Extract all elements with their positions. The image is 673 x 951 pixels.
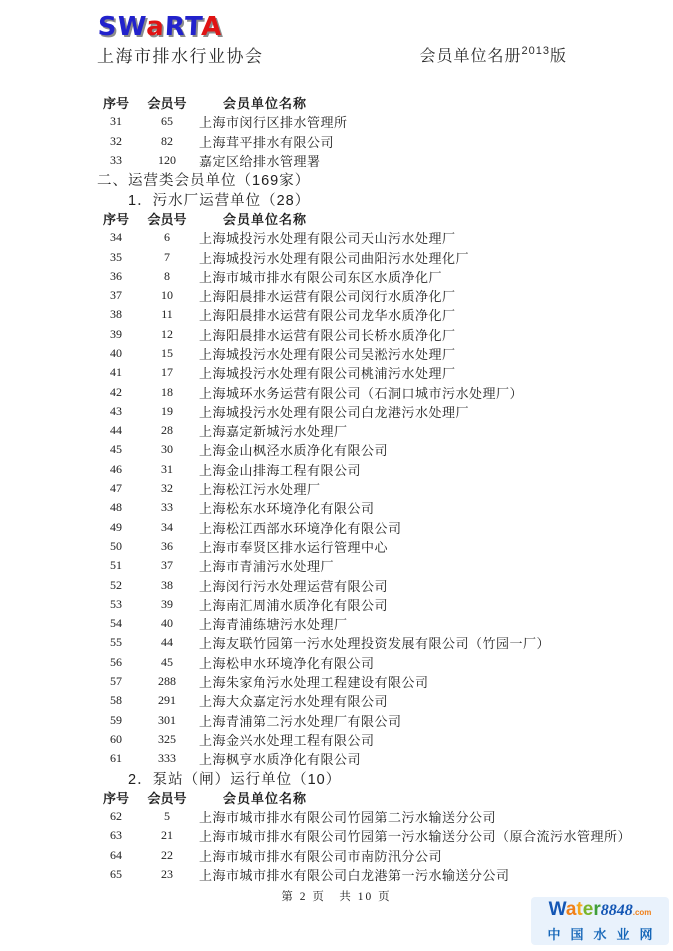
table-row	[97, 267, 633, 286]
member-number: 34	[161, 519, 173, 534]
member-number: 325	[158, 731, 176, 746]
row-index: 61	[110, 751, 122, 766]
table-row	[97, 286, 633, 305]
table-row	[97, 382, 633, 401]
member-number: 38	[161, 577, 173, 592]
member-table	[97, 93, 633, 170]
member-number: 31	[161, 461, 173, 476]
row-index: 50	[110, 538, 122, 553]
row-index: 54	[110, 616, 122, 631]
member-name: 上海市闵行区排水管理所	[199, 115, 348, 131]
table-row	[97, 151, 633, 170]
table-row	[97, 518, 633, 537]
water-letters	[548, 898, 601, 920]
org-name: 上海市排水行业协会	[97, 47, 264, 66]
table-row	[97, 614, 633, 633]
row-index: 43	[110, 403, 122, 418]
row-index: 51	[110, 558, 122, 573]
column-header: 序号	[102, 790, 129, 806]
member-name: 嘉定区给排水管理署	[199, 154, 321, 170]
row-index: 57	[110, 674, 122, 689]
logo-letter: W	[548, 898, 566, 920]
member-name: 上海城投污水处理有限公司桃浦污水处理厂	[199, 366, 456, 382]
table-row	[97, 305, 633, 324]
member-number: 65	[161, 114, 173, 129]
logo-letter: R	[163, 12, 186, 42]
member-name: 上海闵行污水处理运营有限公司	[199, 578, 389, 594]
row-index: 47	[110, 481, 122, 496]
row-index: 37	[110, 288, 122, 303]
member-name: 上海阳晨排水运营有限公司长桥水质净化厂	[199, 327, 456, 343]
swarta-logo	[97, 14, 265, 41]
logo-letter: a	[145, 12, 166, 42]
page-number: 第 2 页 共 10 页	[281, 891, 392, 903]
subsection-heading: 2．泵站（闸）运行单位（10）	[128, 771, 342, 788]
table-row	[97, 826, 633, 845]
row-index: 56	[110, 654, 122, 669]
member-name: 上海南汇周浦水质净化有限公司	[199, 597, 389, 613]
row-index: 52	[110, 577, 122, 592]
subsection-heading: 1．污水厂运营单位（28）	[128, 192, 311, 209]
member-number: 21	[161, 828, 173, 843]
row-index: 55	[110, 635, 122, 650]
member-number: 17	[161, 365, 173, 380]
member-name: 上海友联竹园第一污水处理投资发展有限公司（竹园一厂）	[199, 636, 551, 652]
row-index: 59	[110, 712, 122, 727]
member-number: 10	[161, 288, 173, 303]
logo-letter: t	[576, 898, 583, 920]
table-row	[97, 537, 633, 556]
member-name: 上海松江西部水环境净化有限公司	[199, 520, 402, 536]
member-name: 上海城投污水处理有限公司天山污水处理厂	[199, 231, 456, 247]
column-header: 会员号	[147, 211, 187, 227]
table-header-row	[97, 788, 633, 807]
table-row	[97, 402, 633, 421]
column-header: 会员单位名称	[223, 211, 308, 227]
member-number: 30	[161, 442, 173, 457]
member-name: 上海松东水环境净化有限公司	[199, 501, 375, 517]
table-row	[97, 691, 633, 710]
doc-title-year: 2013	[521, 44, 550, 57]
member-number: 333	[158, 751, 176, 766]
member-number: 8	[164, 268, 170, 283]
member-name: 上海阳晨排水运营有限公司龙华水质净化厂	[199, 308, 456, 324]
member-name: 上海青浦练塘污水处理厂	[199, 617, 348, 633]
doc-title-suffix: 版	[549, 48, 567, 65]
table-row	[97, 228, 633, 247]
table-row	[97, 730, 633, 749]
member-number: 32	[161, 481, 173, 496]
member-number: 7	[164, 249, 170, 264]
column-header: 会员号	[147, 96, 187, 112]
column-header: 会员单位名称	[223, 96, 308, 112]
table-row	[97, 672, 633, 691]
row-index: 45	[110, 442, 122, 457]
member-name: 上海市城市排水有限公司东区水质净化厂	[199, 269, 443, 285]
table-header-row	[97, 93, 633, 112]
member-number: 82	[161, 133, 173, 148]
member-name: 上海城投污水处理有限公司吴淞污水处理厂	[199, 347, 456, 362]
member-number: 5	[164, 809, 170, 824]
table-row	[97, 112, 633, 131]
member-name: 上海枫亨水质净化有限公司	[199, 752, 362, 768]
row-index: 34	[110, 230, 122, 245]
column-header: 序号	[102, 211, 129, 227]
member-number: 36	[161, 538, 173, 553]
member-name: 上海大众嘉定污水处理有限公司	[199, 694, 389, 710]
member-number: 120	[158, 153, 176, 168]
logo-letter: W	[116, 12, 148, 42]
water-dotcom: .com	[632, 907, 652, 917]
member-name: 上海金山枫泾水质净化有限公司	[199, 443, 389, 459]
table-row	[97, 479, 633, 498]
member-name: 上海金兴水处理工程有限公司	[199, 732, 375, 748]
member-name: 上海市城市排水有限公司市南防汛分公司	[199, 848, 443, 864]
member-number: 18	[161, 384, 173, 399]
table-row	[97, 653, 633, 672]
row-index: 64	[110, 847, 122, 862]
member-number: 19	[161, 403, 173, 418]
row-index: 65	[110, 867, 122, 882]
logo-letter: S	[96, 12, 119, 42]
member-table	[97, 788, 633, 884]
row-index: 60	[110, 731, 122, 746]
member-number: 23	[161, 867, 173, 882]
table-row	[97, 440, 633, 459]
row-index: 39	[110, 326, 122, 341]
table-row	[97, 498, 633, 517]
row-index: 62	[110, 809, 122, 824]
water-number: 8848	[600, 901, 633, 919]
logo-letter: e	[582, 898, 594, 920]
member-number: 11	[161, 307, 173, 322]
table-row	[97, 325, 633, 344]
member-number: 288	[158, 674, 176, 689]
member-name: 上海城环水务运营有限公司（石洞口城市污水处理厂）	[199, 385, 524, 401]
member-list	[97, 93, 633, 884]
logo-letter: a	[565, 898, 577, 920]
table-row	[97, 711, 633, 730]
row-index: 38	[110, 307, 122, 322]
member-name: 上海茸平排水有限公司	[199, 134, 335, 150]
row-index: 63	[110, 828, 122, 843]
table-row	[97, 556, 633, 575]
member-number: 12	[161, 326, 173, 341]
member-name: 上海松江污水处理厂	[199, 482, 321, 498]
row-index: 42	[110, 384, 122, 399]
member-name: 上海朱家角污水处理工程建设有限公司	[199, 675, 429, 691]
member-number: 40	[161, 616, 173, 631]
member-number: 15	[161, 346, 173, 360]
table-row	[97, 865, 633, 884]
row-index: 48	[110, 500, 122, 515]
doc-title	[419, 43, 567, 67]
row-index: 36	[110, 268, 122, 283]
logo-letter: T	[183, 12, 203, 42]
member-name: 上海市城市排水有限公司竹园第一污水输送分公司（原合流污水管理所）	[199, 829, 632, 845]
row-index: 31	[110, 114, 122, 129]
document-header	[97, 14, 633, 67]
table-row	[97, 575, 633, 594]
member-name: 上海城投污水处理有限公司白龙港污水处理厂	[199, 404, 470, 420]
section-heading: 二、运营类会员单位（169家）	[97, 173, 311, 190]
member-name: 上海青浦第二污水处理厂有限公司	[199, 713, 402, 729]
water8848-logo	[531, 897, 669, 945]
column-header: 会员号	[147, 790, 187, 806]
member-name: 上海阳晨排水运营有限公司闵行水质净化厂	[199, 289, 456, 305]
row-index: 33	[110, 153, 122, 168]
member-name: 上海市青浦污水处理厂	[199, 559, 335, 575]
row-index: 58	[110, 693, 122, 708]
water-tagline: 中国水业网	[547, 926, 663, 942]
row-index: 40	[110, 346, 122, 360]
table-row	[97, 460, 633, 479]
table-header-row	[97, 209, 633, 228]
row-index: 46	[110, 461, 122, 476]
column-header: 序号	[102, 96, 129, 112]
table-row	[97, 749, 633, 768]
row-index: 35	[110, 249, 122, 264]
member-number: 37	[161, 558, 173, 573]
member-table	[97, 209, 633, 769]
member-name: 上海市城市排水有限公司白龙港第一污水输送分公司	[199, 868, 510, 884]
member-name: 上海市城市排水有限公司竹园第二污水输送分公司	[199, 810, 497, 826]
member-name: 上海嘉定新城污水处理厂	[199, 424, 348, 440]
member-number: 291	[158, 693, 176, 708]
column-header: 会员单位名称	[223, 790, 308, 806]
logo-letter: r	[593, 898, 601, 920]
member-name: 上海松申水环境净化有限公司	[199, 655, 375, 671]
member-name: 上海城投污水处理有限公司曲阳污水处理化厂	[199, 250, 470, 266]
table-row	[97, 421, 633, 440]
table-row	[97, 807, 633, 826]
table-row	[97, 247, 633, 266]
member-name: 上海市奉贤区排水运行管理中心	[199, 539, 389, 555]
member-number: 39	[161, 596, 173, 611]
row-index: 32	[110, 133, 122, 148]
table-row	[97, 846, 633, 865]
water8848-wordmark	[549, 900, 652, 923]
member-number: 45	[161, 654, 173, 669]
table-row	[97, 595, 633, 614]
header-left	[97, 14, 264, 67]
row-index: 44	[110, 423, 122, 438]
member-number: 28	[161, 423, 173, 438]
member-number: 301	[158, 712, 176, 727]
logo-letter: A	[200, 12, 224, 42]
table-row	[97, 344, 633, 363]
row-index: 41	[110, 365, 122, 380]
row-index: 53	[110, 596, 122, 611]
table-row	[97, 363, 633, 382]
table-row	[97, 633, 633, 652]
table-row	[97, 132, 633, 151]
member-number: 44	[161, 635, 173, 650]
member-name: 上海金山排海工程有限公司	[199, 462, 362, 478]
doc-title-text: 会员单位名册	[419, 48, 522, 65]
member-number: 33	[161, 500, 173, 515]
member-number: 6	[164, 230, 170, 245]
member-number: 22	[161, 847, 173, 862]
row-index: 49	[110, 519, 122, 534]
